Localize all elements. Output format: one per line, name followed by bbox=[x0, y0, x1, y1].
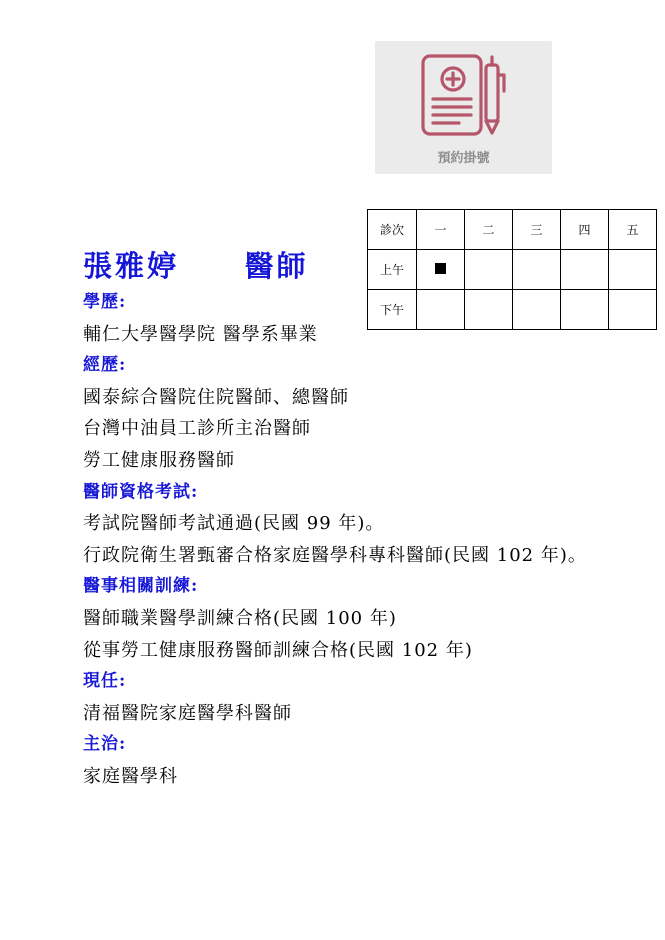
current-position-item: 清福醫院家庭醫學科醫師 bbox=[83, 702, 292, 724]
schedule-header-cell: 二 bbox=[465, 210, 513, 250]
schedule-slot bbox=[465, 250, 513, 290]
section-heading-license: 醫師資格考試: bbox=[83, 481, 199, 502]
license-item: 行政院衛生署甄審合格家庭醫學科專科醫師(民國 102 年)。 bbox=[83, 544, 587, 566]
doctor-name: 張雅婷 bbox=[83, 249, 180, 283]
training-item: 從事勞工健康服務醫師訓練合格(民國 102 年) bbox=[83, 639, 473, 661]
license-item: 考試院醫師考試通過(民國 99 年)。 bbox=[83, 513, 385, 535]
schedule-row-morning bbox=[368, 250, 657, 290]
doctor-name-heading bbox=[83, 246, 309, 286]
training-item: 醫師職業醫學訓練合格(民國 100 年) bbox=[83, 607, 397, 629]
specialty-item: 家庭醫學科 bbox=[83, 765, 178, 787]
schedule-slot bbox=[561, 250, 609, 290]
schedule-header-cell: 一 bbox=[417, 210, 465, 250]
clinic-open-mark bbox=[435, 263, 446, 274]
section-heading-education: 學歷: bbox=[83, 292, 127, 312]
schedule-slot bbox=[609, 250, 657, 290]
experience-item: 台灣中油員工診所主治醫師 bbox=[83, 418, 311, 440]
section-heading-current: 現任: bbox=[83, 671, 127, 692]
experience-item: 勞工健康服務醫師 bbox=[83, 449, 235, 471]
schedule-slot bbox=[417, 250, 465, 290]
schedule-row-label: 下午 bbox=[368, 290, 417, 330]
schedule-header-cell: 診次 bbox=[368, 210, 417, 250]
section-heading-experience: 經歷: bbox=[83, 355, 127, 376]
schedule-header-cell: 三 bbox=[513, 210, 561, 250]
booking-label: 預約掛號 bbox=[437, 151, 490, 166]
education-item: 輔仁大學醫學院 醫學系畢業 bbox=[83, 323, 318, 345]
medical-form-pen-icon bbox=[419, 49, 509, 141]
section-heading-specialty: 主治: bbox=[83, 734, 127, 755]
booking-button[interactable] bbox=[375, 41, 552, 174]
schedule-header-cell: 五 bbox=[609, 210, 657, 250]
schedule-slot bbox=[513, 250, 561, 290]
section-heading-training: 醫事相關訓練: bbox=[83, 576, 199, 597]
doctor-title: 醫師 bbox=[244, 249, 309, 283]
schedule-header-cell: 四 bbox=[561, 210, 609, 250]
schedule-header-row bbox=[368, 210, 657, 250]
doctor-profile bbox=[83, 287, 658, 793]
schedule-row-label: 上午 bbox=[368, 250, 417, 290]
experience-item: 國泰綜合醫院住院醫師、總醫師 bbox=[83, 386, 349, 408]
